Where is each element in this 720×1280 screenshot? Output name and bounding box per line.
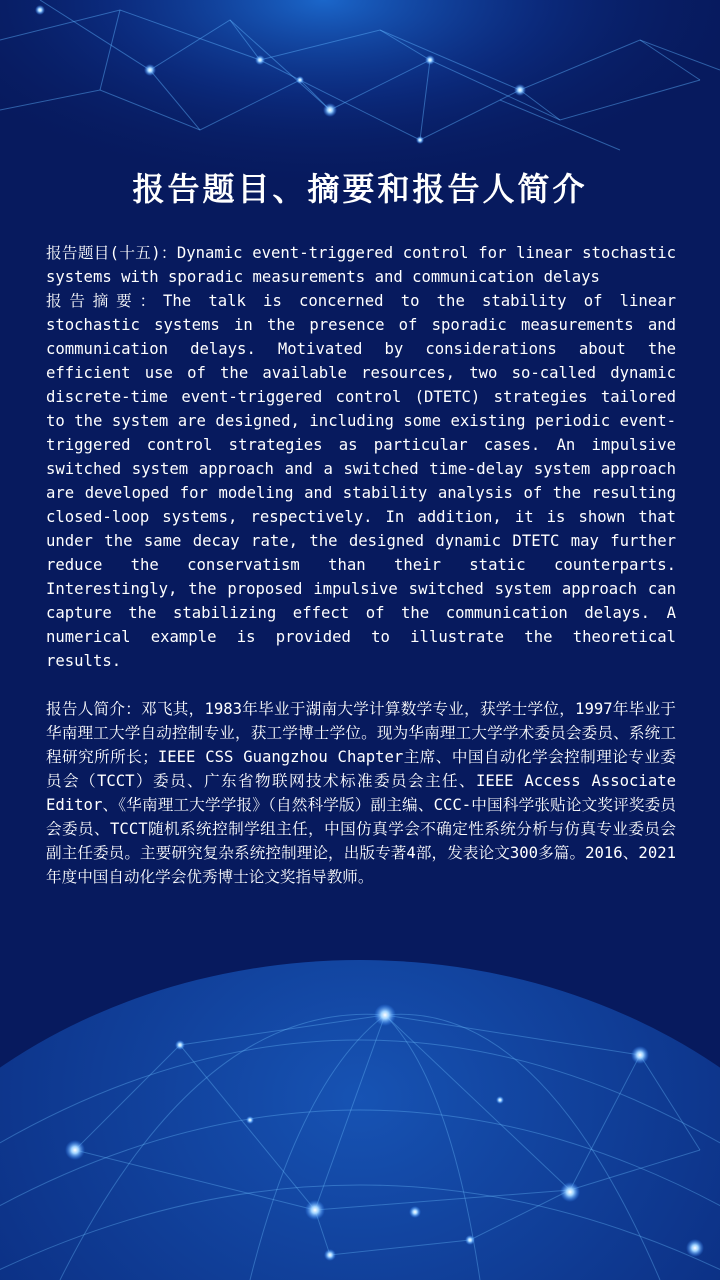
report-abstract: [46, 289, 676, 673]
report-topic: [46, 241, 676, 289]
topic-label: 报告题目(十五)：: [46, 244, 177, 262]
topic-text: Dynamic event-triggered control for linear stochastic systems with sporadic measurements and communication delays: [46, 244, 677, 286]
abstract-label: 报告摘要：: [46, 292, 163, 310]
report-content: [46, 241, 676, 889]
speaker-bio-text: 邓飞其，1983年毕业于湖南大学计算数学专业，获学士学位，1997年毕业于华南理工大学自动控制专业，获工学博士学位。现为华南理工大学学术委员会委员、系统工程研究所所长；IEEE CSS Guangzhou Chapter主席、中国自动化学会控制理论专业委员会（TCCT）委员、广东省物联网技术标准委员会主任、IEEE Access Associate Editor、《华南理工大学学报》（自然科学版）副主编、CCC-中国科学张贴论文奖评奖委员会委员、TCCT随机系统控制学组主任，中国仿真学会不确定性系统分析与仿真专业委员会副主任委员。主要研究复杂系统控制理论，出版专著4部，发表论文300多篇。2016、2021年度中国自动化学会优秀博士论文奖指导教师。: [46, 700, 676, 886]
speaker-label: 报告人简介：: [46, 700, 142, 718]
speaker-bio: [46, 697, 676, 889]
page-title: 报告题目、摘要和报告人简介: [132, 170, 588, 208]
abstract-text: The talk is concerned to the stability of linear stochastic systems in the presence of sporadic measurements and communication delays. Motivated by considerations about the efficient use of the available resources, two so-called dynamic discrete-time event-triggered control (DTETC) strategies tailored to the system are designed, including some existing periodic event-triggered control strategies as particular cases. An impulsive switched system approach and a switched time-delay system approach are developed for modeling and stability analysis of the resulting closed-loop systems, respectively. In addition, it is shown that under the same decay rate, the designed dynamic DTETC may further reduce the conservatism than their static counterparts. Interestingly, the proposed impulsive switched system approach can capture the stabilizing effect of the communication delays. A numerical example is provided to illustrate the theoretical results.: [46, 292, 676, 670]
section-gap: [46, 673, 676, 697]
